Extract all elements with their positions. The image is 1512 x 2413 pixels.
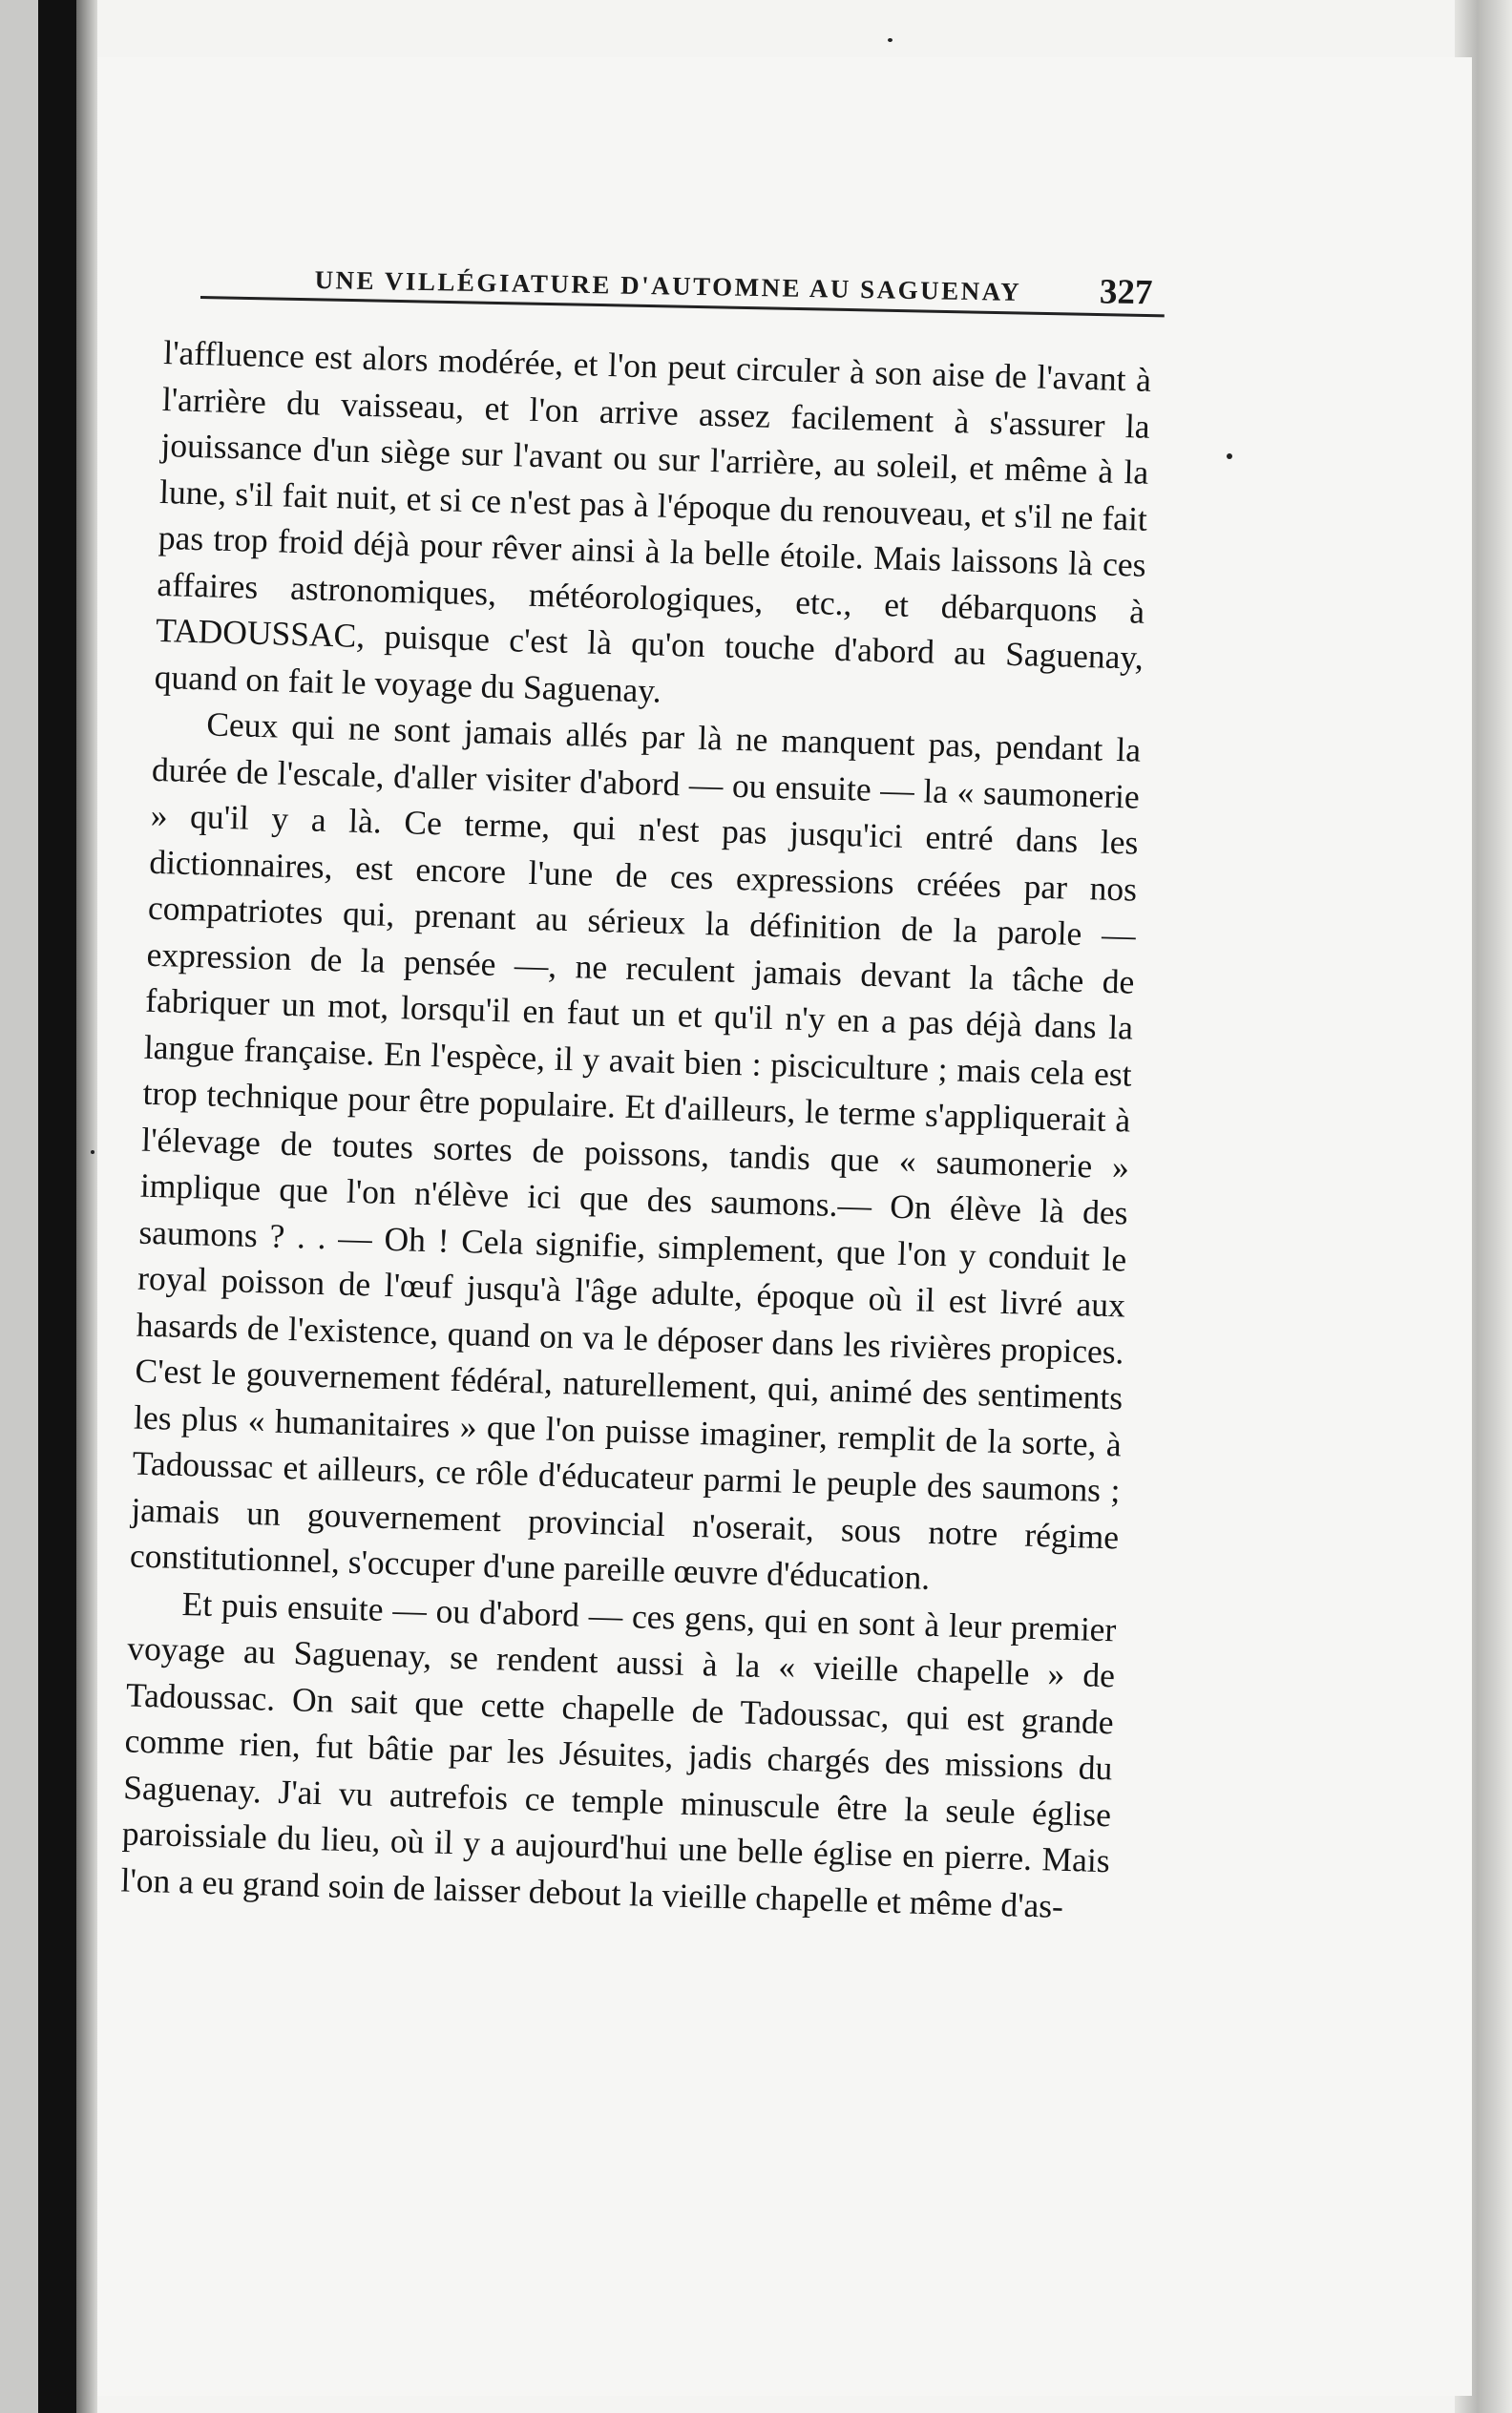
dust-speck — [888, 38, 892, 42]
dust-speck — [1227, 453, 1232, 459]
running-head: UNE VILLÉGIATURE D'AUTOMNE AU SAGUENAY — [314, 264, 1022, 306]
page-gutter-shadow — [76, 0, 97, 2413]
paragraph-2: Ceux qui ne sont jamais allés par là ne manquent pas, pendant la durée de l'escale, d'aller visiter d'abord — ou ensuite — la « saumonerie » qu'il y a là. Ce terme, qui n'est pas jusqu'ici entré dans les dictionnaires, est encore l'une de ces expressions créées par nos compatriotes qui, prenant au sérieux la définition de la parole — expression de la pensée —, ne reculent jamais devant la tâche de fabriquer un mot, lorsqu'il en faut un et qu'il n'y en a pas déjà dans la langue française. En l'espèce, il y avait bien : pisciculture ; mais cela est trop technique pour être populaire. Et d'ailleurs, le terme s'appliquerait à l'élevage de toutes sortes de poissons, tandis que « saumonerie » implique que l'on n'élève ici que des saumons.— On élève là des saumons ? . . — Oh ! Cela signifie, simplement, que l'on y conduit le royal poisson de l'œuf jusqu'à l'âge adulte, époque où il est livré aux hasards de l'existence, quand on va le déposer dans les rivières propices. C'est le gouvernement fédéral, naturellement, qui, animé des sentiments les plus « humanitaires » que l'on puisse imaginer, remplit de la sorte, à Tadoussac et ailleurs, ce rôle d'éducateur parmi le peuple des saumons ; jamais un gouvernement provincial n'oserait, sous notre régime constitutionnel, s'occuper d'une pareille œuvre d'éducation. — [129, 704, 1142, 1597]
page-number: 327 — [1099, 272, 1153, 313]
paragraph-3: Et puis ensuite — ou d'abord — ces gens, qui en sont à leur premier voyage au Saguenay, se rendent aussi à la « vieille chapelle » de Tadoussac. On sait que cette chapelle de Tadoussac, qui est grande comme rien, fut bâtie par les Jésuites, jadis chargés des missions du Saguenay. J'ai vu autrefois ce temple minuscule être la seule église paroissiale du lieu, où il y a aujourd'hui une belle église en pierre. Mais l'on a eu grand soin de laisser debout la vieille chapelle et même d'as- — [120, 1584, 1117, 1925]
dust-speck — [91, 1150, 94, 1154]
scanner-left-margin — [0, 0, 38, 2413]
body-text — [120, 329, 1152, 1930]
paragraph-1: l'affluence est alors modérée, et l'on peut circuler à son aise de l'avant à l'arrière du vaisseau, et l'on arrive assez facilement à s'assurer la jouissance d'un siège sur l'avant ou sur l'arrière, au soleil, et même à la lune, s'il fait nuit, et si ce n'est pas à l'époque du renouveau, et s'il ne fait pas trop froid déjà pour rêver ainsi à la belle étoile. Mais laissons là ces affaires astronomiques, météorologiques, etc., et débarquons à TADOUSSAC, puisque c'est là qu'on touche d'abord au Saguenay, quand on fait le voyage du Saguenay. — [154, 332, 1152, 710]
book-spine-shadow — [38, 0, 76, 2413]
